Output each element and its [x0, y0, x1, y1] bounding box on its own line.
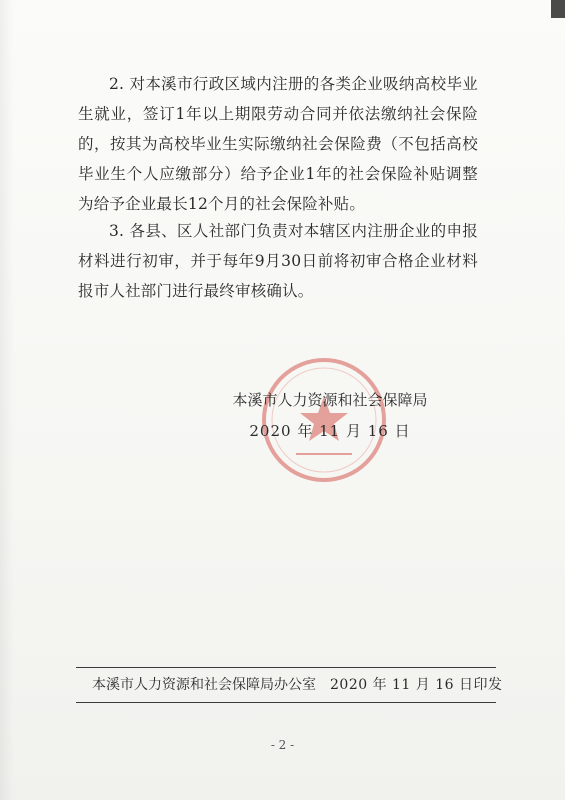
footer-issuer: 本溪市人力资源和社会保障局办公室 — [92, 677, 316, 693]
footer-print-date: 2020 年 11 月 16 日印发 — [330, 677, 503, 693]
page-number: - 2 - — [270, 738, 295, 752]
signature-date: 2020 年 11 月 16 日 — [249, 422, 411, 440]
signature-organization: 本溪市人力资源和社会保障局 — [232, 391, 428, 409]
paragraph-item-2: 2. 对本溪市行政区域内注册的各类企业吸纳高校毕业生就业，签订1年以上期限劳动合同并依法缴纳社会保险的，按其为高校毕业生实际缴纳社会保险费（不包括高校毕业生个人应缴部分）给予企业1年的社会保险补贴调整为给予企业最长12个月的社会保险补贴。 — [78, 75, 478, 213]
footer-top-rule — [76, 667, 496, 668]
page-edge-shadow — [0, 0, 14, 800]
paragraph-item-3: 3. 各县、区人社部门负责对本辖区内注册企业的申报材料进行初审，并于每年9月30日前将初审合格企业材料报市人社部门进行最终审核确认。 — [78, 222, 478, 300]
footer-bottom-rule — [76, 702, 496, 703]
corner-mark — [551, 0, 565, 18]
